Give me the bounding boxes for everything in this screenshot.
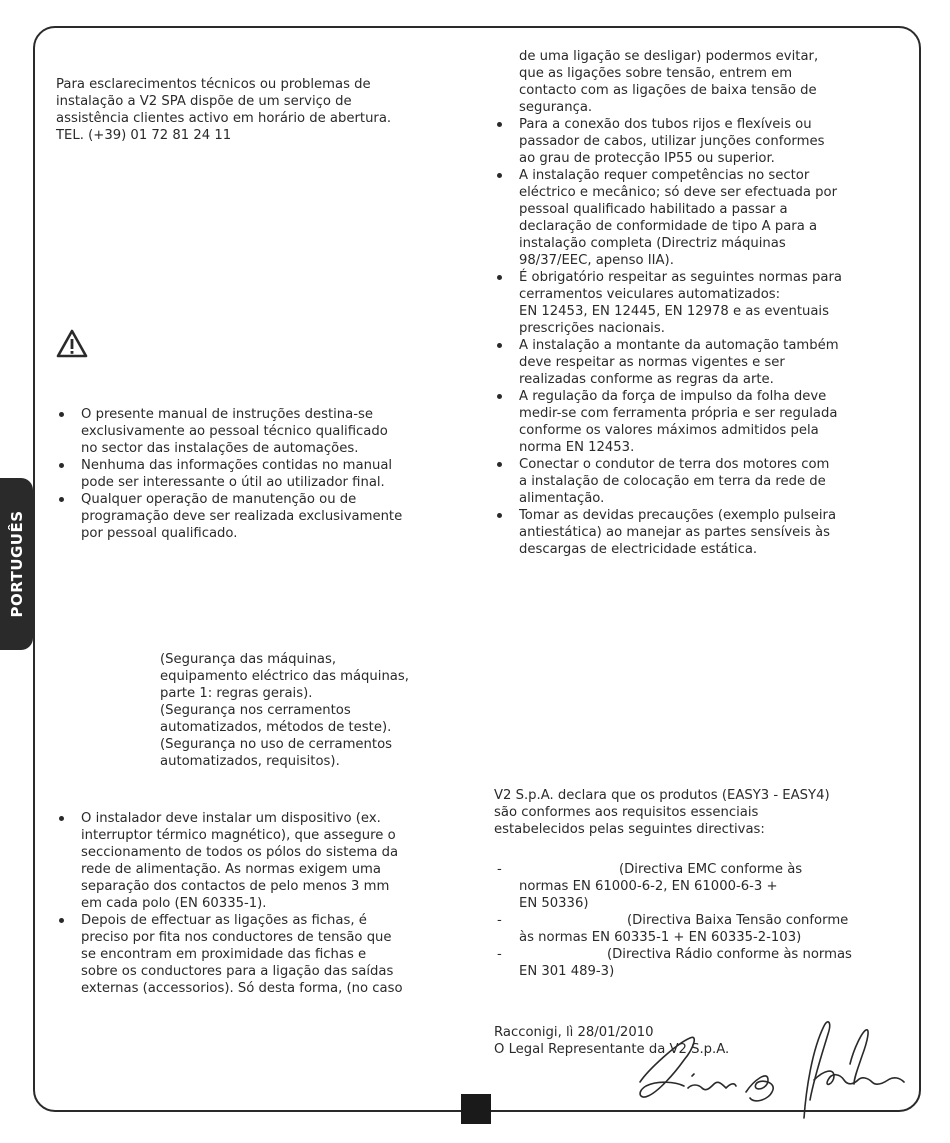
text-line: passador de cabos, utilizar junções conformes bbox=[519, 134, 825, 149]
continuation-paragraph bbox=[494, 48, 906, 116]
right-bullets bbox=[494, 116, 906, 558]
text-line: Depois de effectuar as ligações as fichas, é bbox=[81, 913, 367, 928]
language-tab bbox=[0, 478, 33, 650]
dash: - bbox=[497, 913, 502, 928]
text-line: interruptor térmico magnético), que assegure o bbox=[81, 828, 396, 843]
text-line: (Directiva EMC conforme às bbox=[619, 862, 803, 877]
text-line: (Directiva Rádio conforme às normas bbox=[607, 947, 852, 962]
text-line: se encontram em proximidade das fichas e bbox=[81, 947, 367, 962]
text-line: são conformes aos requisitos essenciais bbox=[494, 805, 759, 820]
text-line: separação dos contactos de pelo menos 3 mm bbox=[81, 879, 390, 894]
text-line: em cada polo (EN 60335-1). bbox=[81, 896, 267, 911]
list-item bbox=[56, 457, 458, 491]
text-line: a instalação de colocação em terra da rede de bbox=[519, 474, 826, 489]
text-line: 98/37/EEC, apenso IIA). bbox=[519, 253, 674, 268]
list-item bbox=[494, 116, 906, 167]
norm-line: parte 1: regras gerais). bbox=[160, 686, 313, 701]
text-line: (Directiva Baixa Tensão conforme bbox=[627, 913, 849, 928]
text-line: eléctrico e mecânico; só deve ser efectuada por bbox=[519, 185, 838, 200]
text-line: preciso por fita nos conductores de tensão que bbox=[81, 930, 392, 945]
text-line: descargas de electricidade estática. bbox=[519, 542, 758, 557]
list-item bbox=[494, 946, 906, 980]
directives-list bbox=[494, 861, 906, 980]
text-line: ao grau de protecção IP55 ou superior. bbox=[519, 151, 775, 166]
warning-triangle-icon bbox=[56, 329, 88, 359]
text-line: Conectar o condutor de terra dos motores com bbox=[519, 457, 830, 472]
assistance-phone: TEL. (+39) 01 72 81 24 11 bbox=[56, 128, 232, 143]
page-number-box bbox=[461, 1094, 491, 1124]
text-line: deve respeitar as normas vigentes e ser bbox=[519, 355, 785, 370]
text-line: alimentação. bbox=[519, 491, 605, 506]
text-line: contacto com as ligações de baixa tensão de bbox=[519, 83, 817, 98]
left-bullets-2 bbox=[56, 810, 458, 997]
text-line: rede de alimentação. As normas exigem uma bbox=[81, 862, 381, 877]
norm-line: (Segurança no uso de cerramentos bbox=[160, 737, 393, 752]
norm-line: equipamento eléctrico das máquinas, bbox=[160, 669, 409, 684]
text-line: Para a conexão dos tubos rijos e flexíveis ou bbox=[519, 117, 812, 132]
assistance-line: assistência clientes activo em horário de abertura. bbox=[56, 111, 392, 126]
text-line: O presente manual de instruções destina-se bbox=[81, 407, 373, 422]
text-line: A instalação a montante da automação também bbox=[519, 338, 839, 353]
text-line: estabelecidos pelas seguintes directivas: bbox=[494, 822, 765, 837]
text-line: Qualquer operação de manutenção ou de bbox=[81, 492, 357, 507]
list-item bbox=[494, 337, 906, 388]
text-line: V2 S.p.A. declara que os produtos (EASY3 - EASY4) bbox=[494, 788, 830, 803]
legal-representative: O Legal Representante da V2 S.p.A. bbox=[494, 1042, 730, 1057]
list-item bbox=[494, 269, 906, 337]
list-item bbox=[56, 406, 458, 457]
list-item bbox=[494, 912, 906, 946]
text-line: A instalação requer competências no sector bbox=[519, 168, 810, 183]
text-line: declaração de conformidade de tipo A para a bbox=[519, 219, 818, 234]
list-item bbox=[56, 491, 458, 542]
text-line: O instalador deve instalar um dispositivo (ex. bbox=[81, 811, 381, 826]
text-line: programação deve ser realizada exclusivamente bbox=[81, 509, 403, 524]
norms-list bbox=[56, 651, 458, 770]
left-bullets-1 bbox=[56, 406, 458, 542]
assistance-line: instalação a V2 SPA dispõe de um serviço de bbox=[56, 94, 352, 109]
text-line: A regulação da força de impulso da folha deve bbox=[519, 389, 827, 404]
norm-line: (Segurança das máquinas, bbox=[160, 652, 337, 667]
norm-line: automatizados, métodos de teste). bbox=[160, 720, 392, 735]
text-line: às normas EN 60335-1 + EN 60335-2-103) bbox=[519, 930, 802, 945]
list-item bbox=[494, 861, 906, 912]
list-item bbox=[494, 167, 906, 269]
text-line: cerramentos veiculares automatizados: bbox=[519, 287, 781, 302]
text-line: Tomar as devidas precauções (exemplo pulseira bbox=[519, 508, 837, 523]
text-line: medir-se com ferramenta própria e ser regulada bbox=[519, 406, 838, 421]
text-line: sobre os conductores para a ligação das saídas bbox=[81, 964, 394, 979]
declaration-paragraph bbox=[494, 787, 906, 838]
list-item bbox=[494, 507, 906, 558]
list-item bbox=[56, 810, 458, 912]
dash: - bbox=[497, 862, 502, 877]
text-line: prescrições nacionais. bbox=[519, 321, 665, 336]
text-line: pessoal qualificado habilitado a passar a bbox=[519, 202, 788, 217]
text-line: por pessoal qualificado. bbox=[81, 526, 238, 541]
text-line: antiestática) ao manejar as partes sensíveis às bbox=[519, 525, 830, 540]
list-item bbox=[494, 456, 906, 507]
text-line: no sector das instalações de automações. bbox=[81, 441, 359, 456]
text-line: EN 12453, EN 12445, EN 12978 e as eventuais bbox=[519, 304, 829, 319]
text-line: realizadas conforme as regras da arte. bbox=[519, 372, 774, 387]
place-date: Racconigi, lì 28/01/2010 bbox=[494, 1025, 654, 1040]
right-column bbox=[494, 48, 906, 558]
text-line: É obrigatório respeitar as seguintes normas para bbox=[519, 270, 843, 285]
text-line: pode ser interessante o útil ao utilizador final. bbox=[81, 475, 385, 490]
norm-line: automatizados, requisitos). bbox=[160, 754, 340, 769]
dash: - bbox=[497, 947, 502, 962]
text-line: EN 50336) bbox=[519, 896, 589, 911]
text-line: segurança. bbox=[519, 100, 593, 115]
text-line: conforme os valores máximos admitidos pela bbox=[519, 423, 819, 438]
handwritten-signature bbox=[618, 1000, 918, 1120]
text-line: exclusivamente ao pessoal técnico qualificado bbox=[81, 424, 388, 439]
text-line: Nenhuma das informações contidas no manual bbox=[81, 458, 393, 473]
list-item bbox=[494, 388, 906, 456]
assistance-line: Para esclarecimentos técnicos ou problemas de bbox=[56, 77, 371, 92]
text-line: normas EN 61000-6-2, EN 61000-6-3 + bbox=[519, 879, 778, 894]
text-line: externas (accessorios). Só desta forma, (no caso bbox=[81, 981, 403, 996]
text-line: de uma ligação se desligar) podermos evitar, bbox=[519, 49, 819, 64]
list-item bbox=[56, 912, 458, 997]
text-line: EN 301 489-3) bbox=[519, 964, 615, 979]
text-line: instalação completa (Directriz máquinas bbox=[519, 236, 786, 251]
assistance-paragraph bbox=[56, 76, 458, 144]
text-line: que as ligações sobre tensão, entrem em bbox=[519, 66, 793, 81]
text-line: norma EN 12453. bbox=[519, 440, 635, 455]
language-tab-label: PORTUGUÊS bbox=[7, 510, 26, 618]
text-line: seccionamento de todos os pólos do sistema da bbox=[81, 845, 399, 860]
left-column bbox=[56, 76, 458, 144]
norm-line: (Segurança nos cerramentos bbox=[160, 703, 351, 718]
